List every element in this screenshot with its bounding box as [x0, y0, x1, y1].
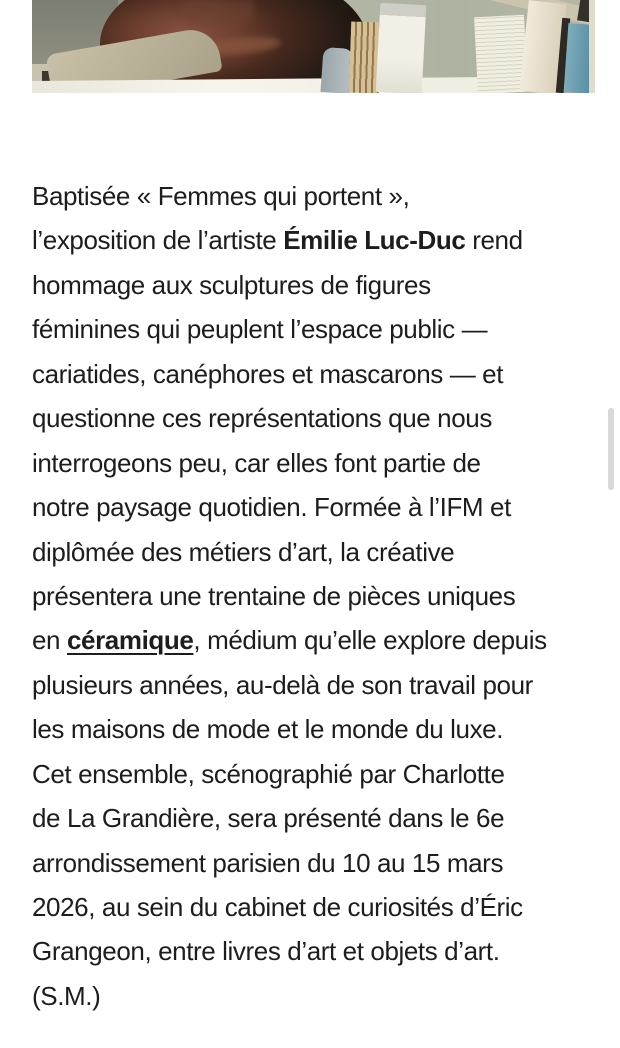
- shelf-edge: [32, 77, 492, 93]
- paragraph-line: [32, 574, 607, 618]
- line-text: rend: [465, 225, 523, 256]
- paragraph-line: [32, 885, 607, 929]
- paragraph-line: [32, 485, 607, 529]
- paragraph-line: [32, 530, 607, 574]
- article-photo: [32, 0, 595, 93]
- paragraph-line: [32, 841, 607, 885]
- artist-name: Émilie Luc-Duc: [283, 225, 466, 256]
- paragraph-line: [32, 663, 607, 707]
- line-text: l’exposition de l’artiste: [32, 225, 284, 256]
- line-text: Grangeon, entre livres d’art et objets d’art.: [32, 936, 500, 967]
- paragraph-line: [32, 396, 607, 440]
- paragraph-line: [32, 618, 607, 662]
- line-text: les maisons de mode et le monde du luxe.: [32, 714, 504, 745]
- line-text: interrogeons peu, car elles font partie de: [32, 447, 481, 478]
- paragraph-line: [32, 352, 607, 396]
- line-text: Baptisée « Femmes qui portent »,: [32, 181, 410, 211]
- shelf-right-edge: [589, 0, 595, 93]
- scrollbar-thumb[interactable]: [608, 408, 614, 490]
- line-text: de La Grandière, sera présenté dans le 6e: [32, 803, 505, 834]
- line-text: 2026, au sein du cabinet de curiosités d’Éric: [32, 892, 523, 922]
- line-text: Cet ensemble, scénographié par Charlotte: [32, 758, 505, 789]
- ceramique-link[interactable]: céramique: [66, 625, 194, 656]
- line-text: en: [32, 625, 67, 656]
- author-initials: [32, 974, 607, 1018]
- article-body: [32, 174, 607, 1018]
- paragraph-line: [32, 307, 607, 351]
- line-text: hommage aux sculptures de figures: [32, 269, 431, 300]
- paragraph-line: [32, 752, 607, 796]
- paragraph-line: [32, 174, 607, 218]
- paragraph-line: [32, 263, 607, 307]
- line-text: présentera une trentaine de pièces uniques: [32, 580, 516, 611]
- paragraph-line: [32, 441, 607, 485]
- line-text: arrondissement parisien du 10 au 15 mars: [32, 847, 504, 878]
- paragraph-line: [32, 707, 607, 751]
- line-text: diplômée des métiers d’art, la créative: [32, 536, 455, 567]
- line-text: , médium qu’elle explore depuis: [193, 625, 547, 656]
- sculpture-nose-highlight: [182, 0, 254, 26]
- line-text: plusieurs années, au-delà de son travail pour: [32, 669, 533, 700]
- paragraph-line: [32, 218, 607, 262]
- line-text: féminines qui peuplent l’espace public —: [32, 314, 488, 345]
- line-text: (S.M.): [32, 980, 101, 1011]
- line-text: notre paysage quotidien. Formée à l’IFM et: [32, 492, 511, 523]
- line-text: cariatides, canéphores et mascarons — et: [32, 358, 504, 389]
- book-white: [376, 3, 427, 93]
- paragraph-line: [32, 796, 607, 840]
- line-text: questionne ces représentations que nous: [32, 403, 492, 434]
- paragraph-line: [32, 929, 607, 973]
